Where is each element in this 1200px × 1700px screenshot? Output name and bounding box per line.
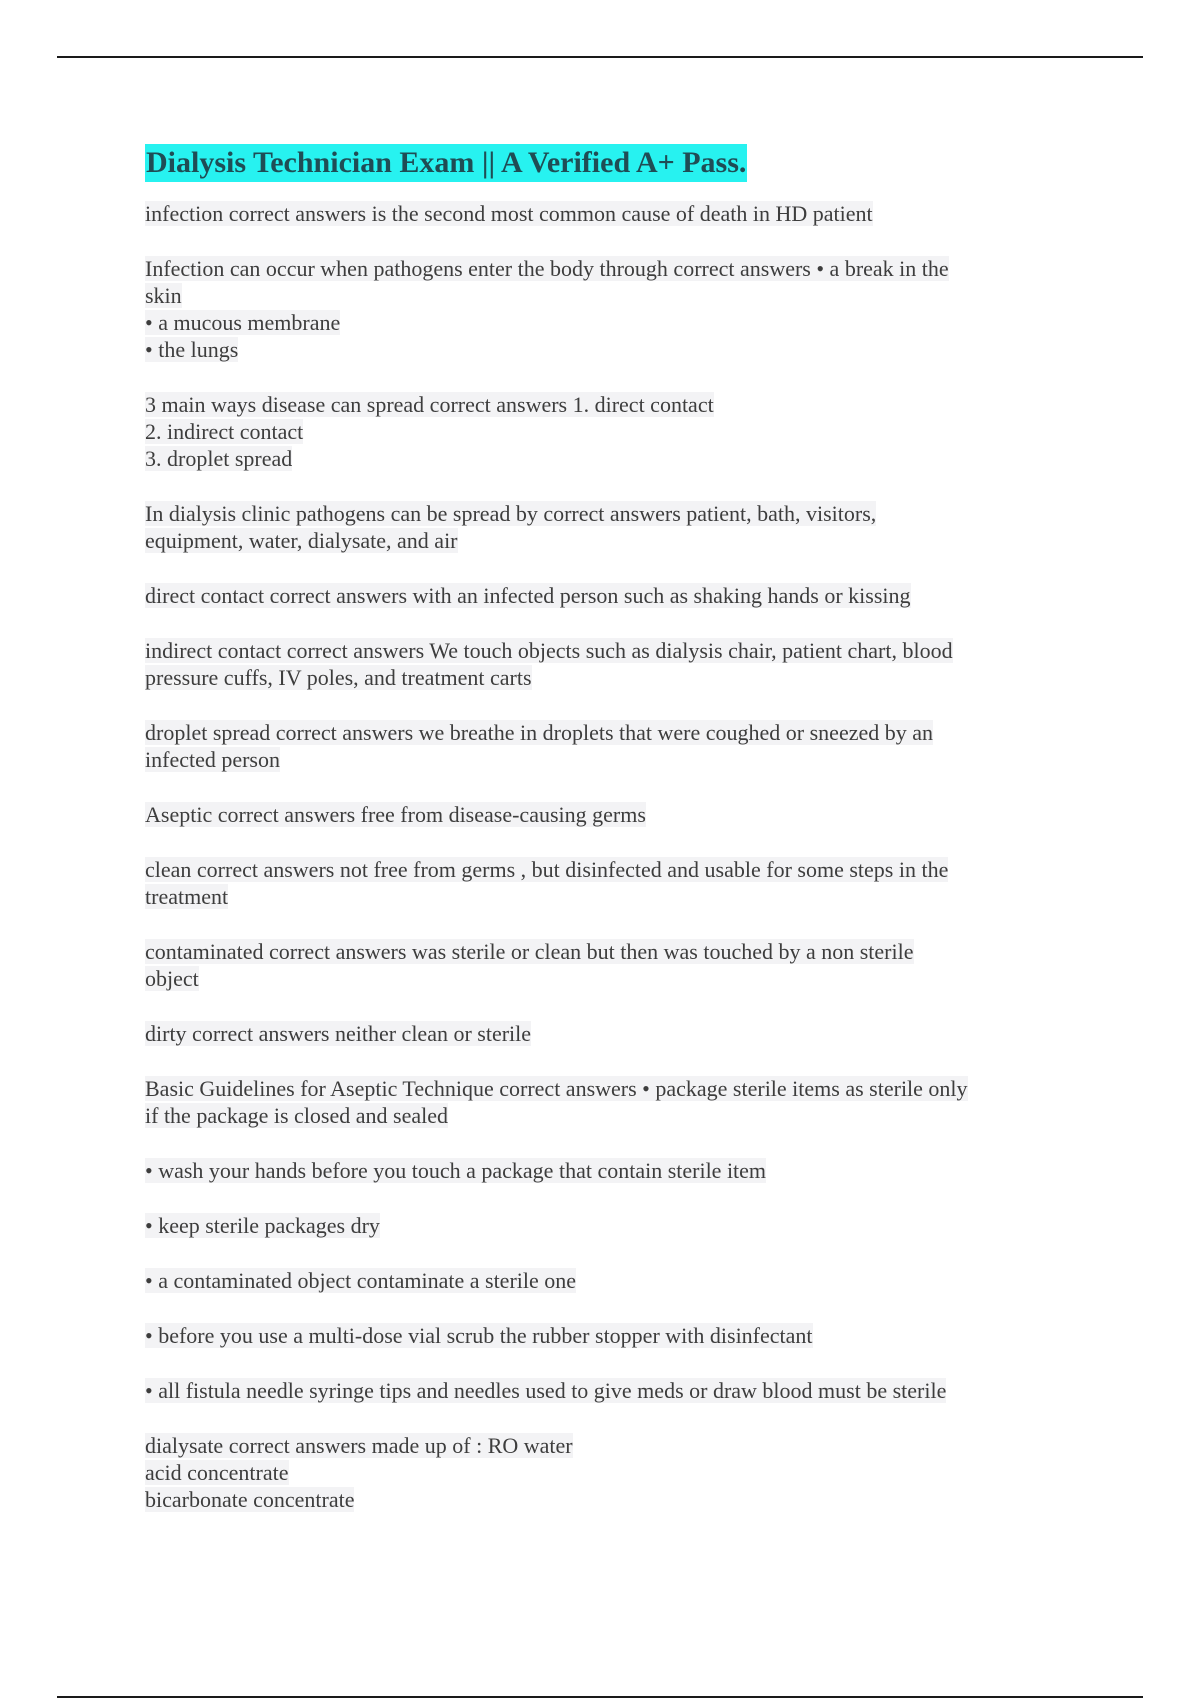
entry-line: dirty correct answers neither clean or sterile [145,1021,532,1046]
entry-line: pressure cuffs, IV poles, and treatment carts [145,665,532,690]
qa-entry [145,1432,1065,1513]
qa-entry [145,1212,1065,1239]
entry-line: treatment [145,884,229,909]
qa-entry [145,500,1065,554]
qa-entry [145,582,1065,609]
qa-entry [145,1075,1065,1129]
top-rule [57,56,1143,58]
entry-line: • a mucous membrane [145,310,341,335]
document-title: Dialysis Technician Exam || A Verified A+ Pass. [145,144,747,182]
entry-line: 2. indirect contact [145,419,304,444]
entry-line: skin [145,283,182,308]
entry-line: acid concentrate [145,1460,289,1485]
entry-line: infection correct answers is the second most common cause of death in HD patient [145,201,873,226]
entry-line: Aseptic correct answers free from disease-causing germs [145,802,646,827]
entry-line: bicarbonate concentrate [145,1487,355,1512]
entry-line: contaminated correct answers was sterile or clean but then was touched by a non sterile [145,939,914,964]
entry-line: clean correct answers not free from germs , but disinfected and usable for some steps in the [145,857,949,882]
entry-line: • all fistula needle syringe tips and needles used to give meds or draw blood must be sterile [145,1378,947,1403]
qa-entry [145,801,1065,828]
qa-entry [145,1020,1065,1047]
bottom-rule [57,1696,1143,1698]
qa-entry [145,200,1065,227]
qa-entry [145,938,1065,992]
entry-line: Basic Guidelines for Aseptic Technique correct answers • package sterile items as sterile only [145,1076,968,1101]
entry-line: • the lungs [145,337,239,362]
entry-line: object [145,966,199,991]
entry-line: • keep sterile packages dry [145,1213,380,1238]
entry-line: • a contaminated object contaminate a sterile one [145,1268,577,1293]
qa-entry [145,1267,1065,1294]
document-body [145,144,1065,1541]
entry-line: indirect contact correct answers We touch objects such as dialysis chair, patient chart, blood [145,638,953,663]
entry-line: Infection can occur when pathogens enter the body through correct answers • a break in the [145,256,949,281]
qa-entry [145,719,1065,773]
qa-entry [145,1377,1065,1404]
entry-line: 3 main ways disease can spread correct answers 1. direct contact [145,392,714,417]
entry-line: direct contact correct answers with an infected person such as shaking hands or kissing [145,583,911,608]
entry-line: if the package is closed and sealed [145,1103,448,1128]
qa-entry [145,637,1065,691]
qa-entry [145,1322,1065,1349]
entry-line: droplet spread correct answers we breathe in droplets that were coughed or sneezed by an [145,720,934,745]
entry-line: • wash your hands before you touch a package that contain sterile item [145,1158,767,1183]
entry-line: • before you use a multi-dose vial scrub the rubber stopper with disinfectant [145,1323,813,1348]
entry-line: dialysate correct answers made up of : RO water [145,1433,573,1458]
entry-line: In dialysis clinic pathogens can be spread by correct answers patient, bath, visitors, [145,501,877,526]
qa-entry [145,1157,1065,1184]
entry-line: equipment, water, dialysate, and air [145,528,458,553]
entry-line: infected person [145,747,280,772]
entry-line: 3. droplet spread [145,446,293,471]
qa-entry [145,856,1065,910]
qa-entry [145,391,1065,472]
qa-entry [145,255,1065,363]
